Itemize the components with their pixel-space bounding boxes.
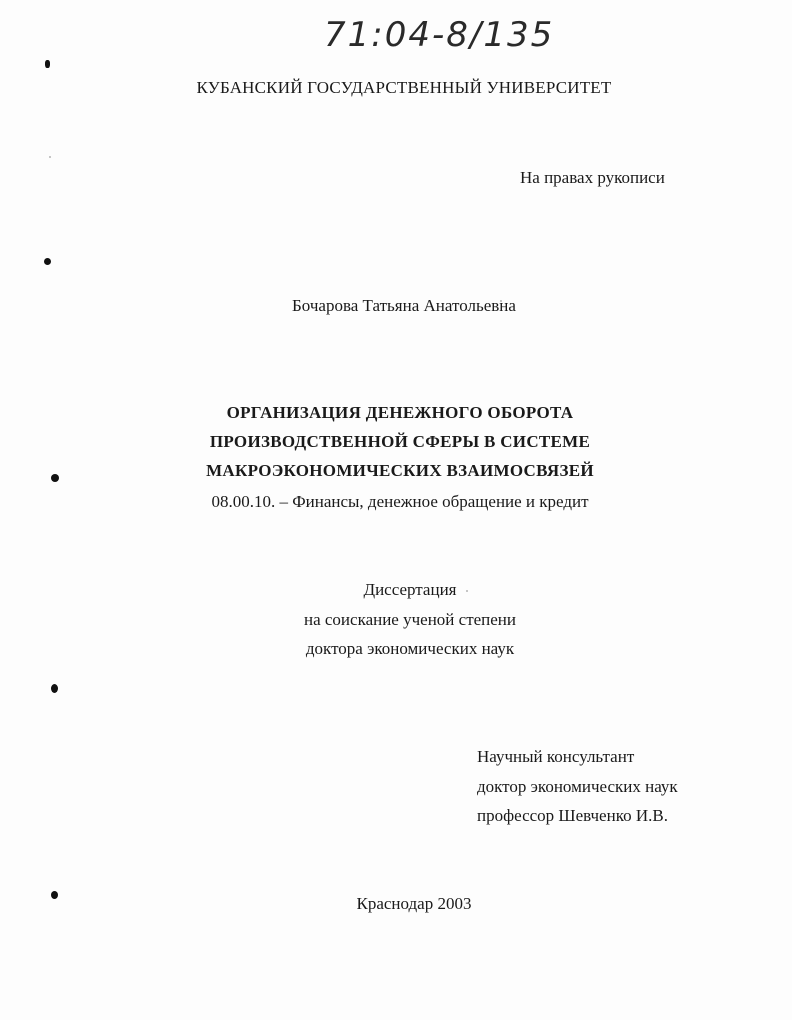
thesis-title-line-1: ОРГАНИЗАЦИЯ ДЕНЕЖНОГО ОБОРОТА bbox=[226, 403, 574, 422]
university-name: КУБАНСКИЙ ГОСУДАРСТВЕННЫЙ УНИВЕРСИТЕТ bbox=[196, 78, 612, 97]
scan-speck bbox=[49, 156, 51, 158]
specialty-code: 08.00.10. – Финансы, денежное обращение и кредит bbox=[211, 492, 589, 511]
binding-hole-mark bbox=[45, 60, 50, 68]
thesis-title-line-3: МАКРОЭКОНОМИЧЕСКИХ ВЗАИМОСВЯЗЕЙ bbox=[206, 461, 594, 480]
advisor-name: профессор Шевченко И.В. bbox=[477, 806, 668, 825]
advisor-role: Научный консультант bbox=[477, 747, 635, 766]
author-name: Бочарова Татьяна Анатольевна bbox=[292, 296, 516, 315]
thesis-title-line-2: ПРОИЗВОДСТВЕННОЙ СФЕРЫ В СИСТЕМЕ bbox=[209, 432, 591, 451]
handwritten-code-text: 71:04-8/135 bbox=[324, 15, 555, 55]
binding-hole-mark bbox=[44, 258, 51, 265]
advisor-degree: доктор экономических наук bbox=[477, 777, 678, 796]
handwritten-catalog-number bbox=[320, 8, 570, 58]
degree-line-1: Диссертация bbox=[363, 580, 457, 599]
degree-line-2: на соискание ученой степени bbox=[303, 610, 517, 629]
city-year: Краснодар 2003 bbox=[356, 894, 472, 913]
degree-line-3: доктора экономических наук bbox=[305, 639, 515, 658]
binding-hole-mark bbox=[51, 684, 58, 693]
rights-note: На правах рукописи bbox=[520, 168, 665, 187]
